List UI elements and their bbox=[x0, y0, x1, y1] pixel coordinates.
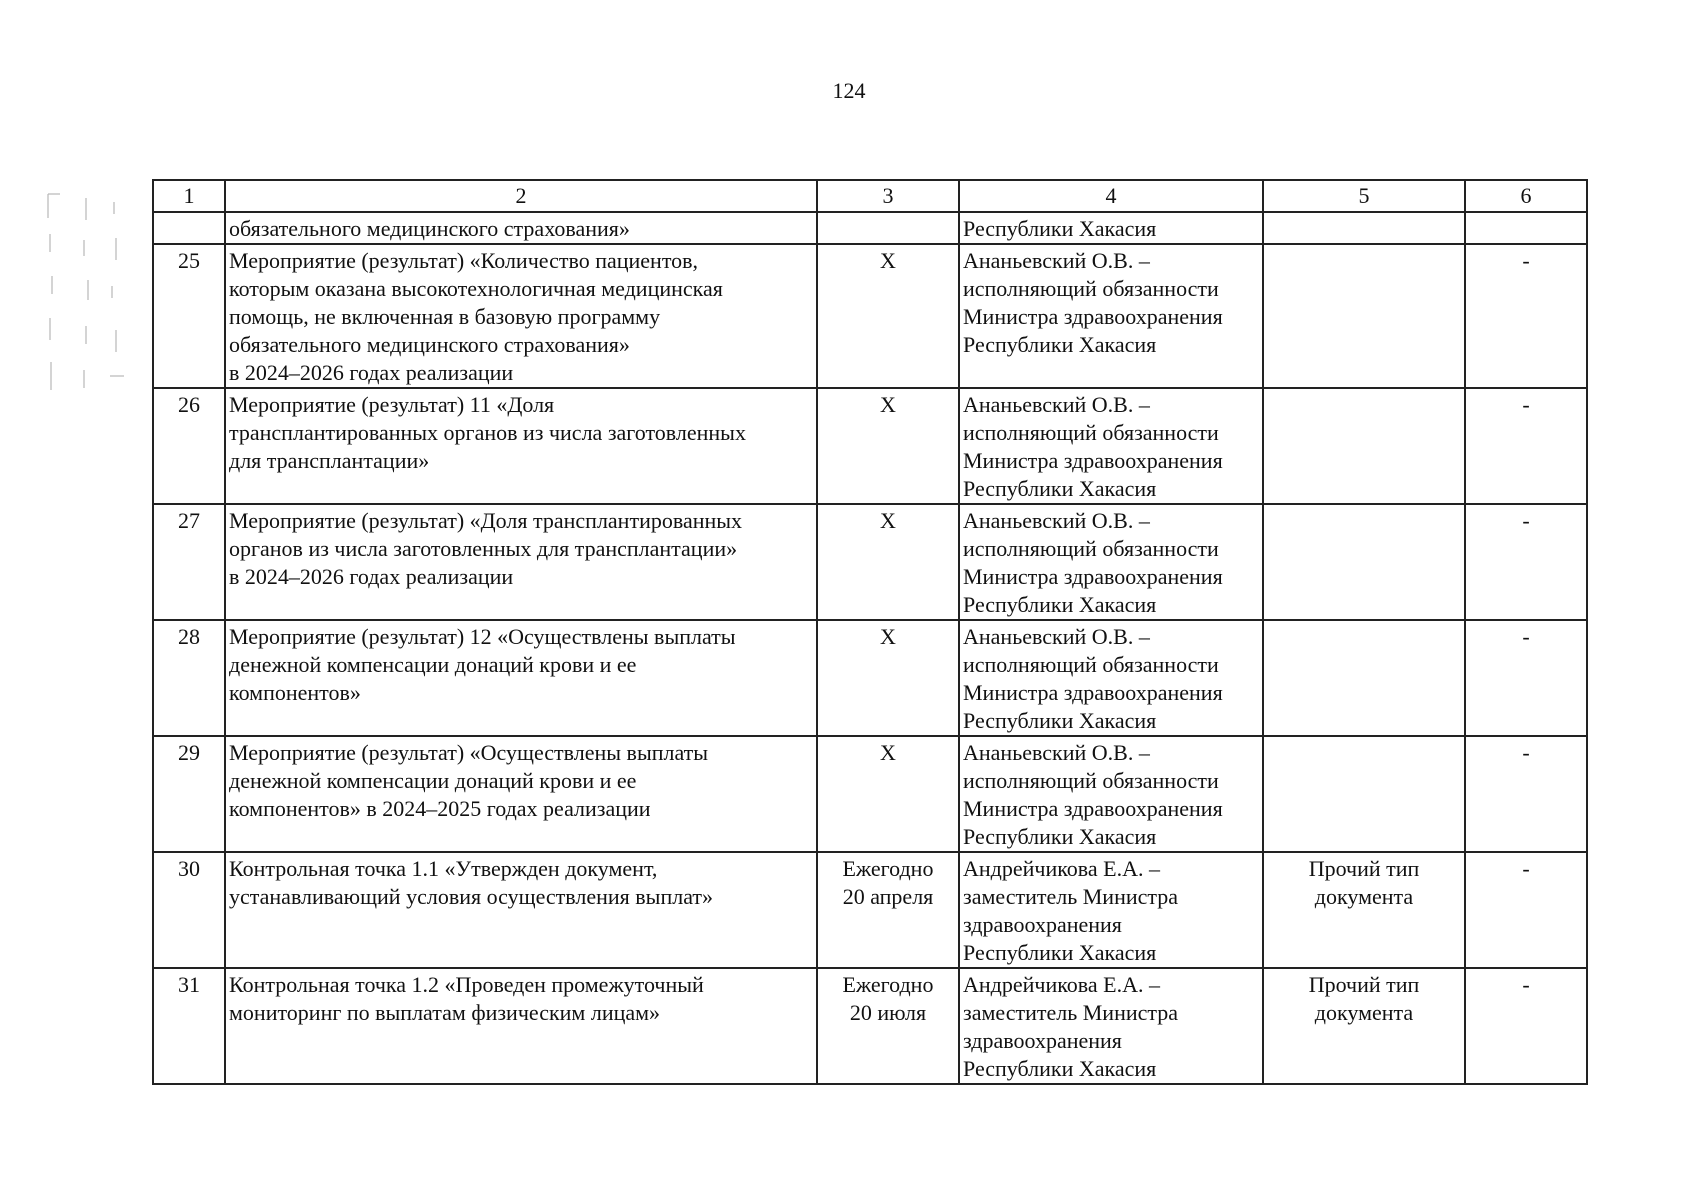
cell-line: Министра здравоохранения bbox=[963, 564, 1223, 589]
cell-line: Ежегодно bbox=[842, 856, 934, 881]
table-row bbox=[153, 504, 1587, 620]
cell-line: денежной компенсации донаций крови и ее bbox=[229, 652, 637, 677]
cell-line: Андрейчикова Е.А. – bbox=[963, 856, 1160, 881]
column-header: 4 bbox=[959, 180, 1263, 212]
cell-note: - bbox=[1465, 736, 1587, 852]
table-row bbox=[153, 968, 1587, 1084]
cell-number bbox=[153, 212, 225, 244]
cell-line: исполняющий обязанности bbox=[963, 768, 1219, 793]
cell-doc-type bbox=[1263, 212, 1465, 244]
table-row bbox=[153, 244, 1587, 388]
table-row bbox=[153, 620, 1587, 736]
cell-line: Мероприятие (результат) 11 «Доля bbox=[229, 392, 555, 417]
cell-responsible bbox=[959, 388, 1263, 504]
cell-description bbox=[225, 504, 817, 620]
cell-responsible bbox=[959, 968, 1263, 1084]
cell-line: Республики Хакасия bbox=[963, 940, 1157, 965]
cell-line: помощь, не включенная в базовую программу bbox=[229, 304, 661, 329]
cell-description bbox=[225, 244, 817, 388]
cell-line: денежной компенсации донаций крови и ее bbox=[229, 768, 637, 793]
cell-line: документа bbox=[1314, 884, 1414, 909]
table-row bbox=[153, 852, 1587, 968]
table-row bbox=[153, 736, 1587, 852]
cell-number: 31 bbox=[153, 968, 225, 1084]
cell-note: - bbox=[1465, 852, 1587, 968]
cell-deadline bbox=[817, 736, 959, 852]
cell-note: - bbox=[1465, 620, 1587, 736]
cell-line: X bbox=[880, 248, 896, 273]
cell-deadline bbox=[817, 852, 959, 968]
cell-line: в 2024–2026 годах реализации bbox=[229, 360, 514, 385]
cell-line: Республики Хакасия bbox=[963, 824, 1157, 849]
scan-margin-marks bbox=[46, 190, 126, 405]
cell-note: - bbox=[1465, 968, 1587, 1084]
cell-line: исполняющий обязанности bbox=[963, 536, 1219, 561]
cell-line: Ананьевский О.В. – bbox=[963, 248, 1150, 273]
cell-line: Мероприятие (результат) 12 «Осуществлены выплаты bbox=[229, 624, 736, 649]
cell-line: заместитель Министра bbox=[963, 884, 1179, 909]
cell-line: обязательного медицинского страхования» bbox=[229, 332, 630, 357]
cell-deadline bbox=[817, 212, 959, 244]
cell-deadline bbox=[817, 620, 959, 736]
cell-deadline bbox=[817, 388, 959, 504]
cell-responsible bbox=[959, 504, 1263, 620]
cell-line: Контрольная точка 1.2 «Проведен промежуточный bbox=[229, 972, 704, 997]
cell-number: 25 bbox=[153, 244, 225, 388]
cell-line: обязательного медицинского страхования» bbox=[229, 216, 630, 241]
cell-responsible bbox=[959, 852, 1263, 968]
cell-line: Республики Хакасия bbox=[963, 216, 1157, 241]
cell-number: 27 bbox=[153, 504, 225, 620]
page-number: 124 bbox=[832, 78, 866, 103]
cell-line: устанавливающий условия осуществления выплат» bbox=[229, 884, 713, 909]
cell-line: Республики Хакасия bbox=[963, 1056, 1157, 1081]
table-row bbox=[153, 388, 1587, 504]
cell-doc-type bbox=[1263, 736, 1465, 852]
cell-note bbox=[1465, 212, 1587, 244]
column-header: 5 bbox=[1263, 180, 1465, 212]
cell-line: Ананьевский О.В. – bbox=[963, 624, 1150, 649]
cell-responsible bbox=[959, 244, 1263, 388]
cell-line: Контрольная точка 1.1 «Утвержден документ, bbox=[229, 856, 658, 881]
cell-line: Ананьевский О.В. – bbox=[963, 740, 1150, 765]
cell-line: компонентов» в 2024–2025 годах реализации bbox=[229, 796, 651, 821]
cell-line: Мероприятие (результат) «Количество пациентов, bbox=[229, 248, 699, 273]
cell-line: компонентов» bbox=[229, 680, 361, 705]
cell-line: заместитель Министра bbox=[963, 1000, 1179, 1025]
cell-description bbox=[225, 620, 817, 736]
cell-description bbox=[225, 968, 817, 1084]
column-header: 1 bbox=[153, 180, 225, 212]
cell-line: органов из числа заготовленных для трансплантации» bbox=[229, 536, 738, 561]
cell-responsible bbox=[959, 736, 1263, 852]
cell-line: 20 июля bbox=[849, 1000, 927, 1025]
column-header: 6 bbox=[1465, 180, 1587, 212]
cell-line: Министра здравоохранения bbox=[963, 304, 1223, 329]
cell-line: которым оказана высокотехнологичная медицинская bbox=[229, 276, 723, 301]
cell-deadline bbox=[817, 968, 959, 1084]
cell-description bbox=[225, 388, 817, 504]
cell-line: X bbox=[880, 508, 896, 533]
cell-line: Министра здравоохранения bbox=[963, 448, 1223, 473]
column-header: 3 bbox=[817, 180, 959, 212]
cell-line: Министра здравоохранения bbox=[963, 796, 1223, 821]
cell-deadline bbox=[817, 244, 959, 388]
cell-line: мониторинг по выплатам физическим лицам» bbox=[229, 1000, 661, 1025]
cell-line: Мероприятие (результат) «Осуществлены выплаты bbox=[229, 740, 709, 765]
cell-line: Прочий тип bbox=[1308, 972, 1420, 997]
cell-line: Мероприятие (результат) «Доля трансплантированных bbox=[229, 508, 743, 533]
column-header: 2 bbox=[225, 180, 817, 212]
document-table bbox=[152, 179, 1588, 1085]
cell-line: для трансплантации» bbox=[229, 448, 430, 473]
cell-line: здравоохранения bbox=[963, 912, 1122, 937]
cell-responsible bbox=[959, 620, 1263, 736]
cell-doc-type bbox=[1263, 244, 1465, 388]
cell-line: Республики Хакасия bbox=[963, 332, 1157, 357]
cell-line: X bbox=[880, 740, 896, 765]
cell-line: исполняющий обязанности bbox=[963, 276, 1219, 301]
cell-line: Республики Хакасия bbox=[963, 592, 1157, 617]
cell-description bbox=[225, 212, 817, 244]
cell-line: Республики Хакасия bbox=[963, 708, 1157, 733]
cell-note: - bbox=[1465, 388, 1587, 504]
continuation-row bbox=[153, 212, 1587, 244]
cell-line: исполняющий обязанности bbox=[963, 420, 1219, 445]
cell-line: 20 апреля bbox=[842, 884, 934, 909]
header-row bbox=[153, 180, 1587, 212]
cell-line: Прочий тип bbox=[1308, 856, 1420, 881]
cell-doc-type bbox=[1263, 852, 1465, 968]
cell-line: Андрейчикова Е.А. – bbox=[963, 972, 1160, 997]
cell-line: в 2024–2026 годах реализации bbox=[229, 564, 514, 589]
cell-deadline bbox=[817, 504, 959, 620]
cell-line: X bbox=[880, 392, 896, 417]
cell-note: - bbox=[1465, 244, 1587, 388]
cell-line: Ежегодно bbox=[842, 972, 934, 997]
cell-line: здравоохранения bbox=[963, 1028, 1122, 1053]
cell-description bbox=[225, 852, 817, 968]
cell-line: Республики Хакасия bbox=[963, 476, 1157, 501]
cell-line: документа bbox=[1314, 1000, 1414, 1025]
cell-number: 26 bbox=[153, 388, 225, 504]
cell-line: X bbox=[880, 624, 896, 649]
cell-description bbox=[225, 736, 817, 852]
cell-doc-type bbox=[1263, 504, 1465, 620]
cell-line: исполняющий обязанности bbox=[963, 652, 1219, 677]
cell-line: трансплантированных органов из числа заготовленных bbox=[229, 420, 746, 445]
cell-responsible bbox=[959, 212, 1263, 244]
cell-doc-type bbox=[1263, 620, 1465, 736]
cell-number: 28 bbox=[153, 620, 225, 736]
cell-number: 30 bbox=[153, 852, 225, 968]
cell-line: Ананьевский О.В. – bbox=[963, 508, 1150, 533]
cell-number: 29 bbox=[153, 736, 225, 852]
cell-doc-type bbox=[1263, 388, 1465, 504]
cell-line: Министра здравоохранения bbox=[963, 680, 1223, 705]
cell-line: Ананьевский О.В. – bbox=[963, 392, 1150, 417]
cell-note: - bbox=[1465, 504, 1587, 620]
cell-doc-type bbox=[1263, 968, 1465, 1084]
